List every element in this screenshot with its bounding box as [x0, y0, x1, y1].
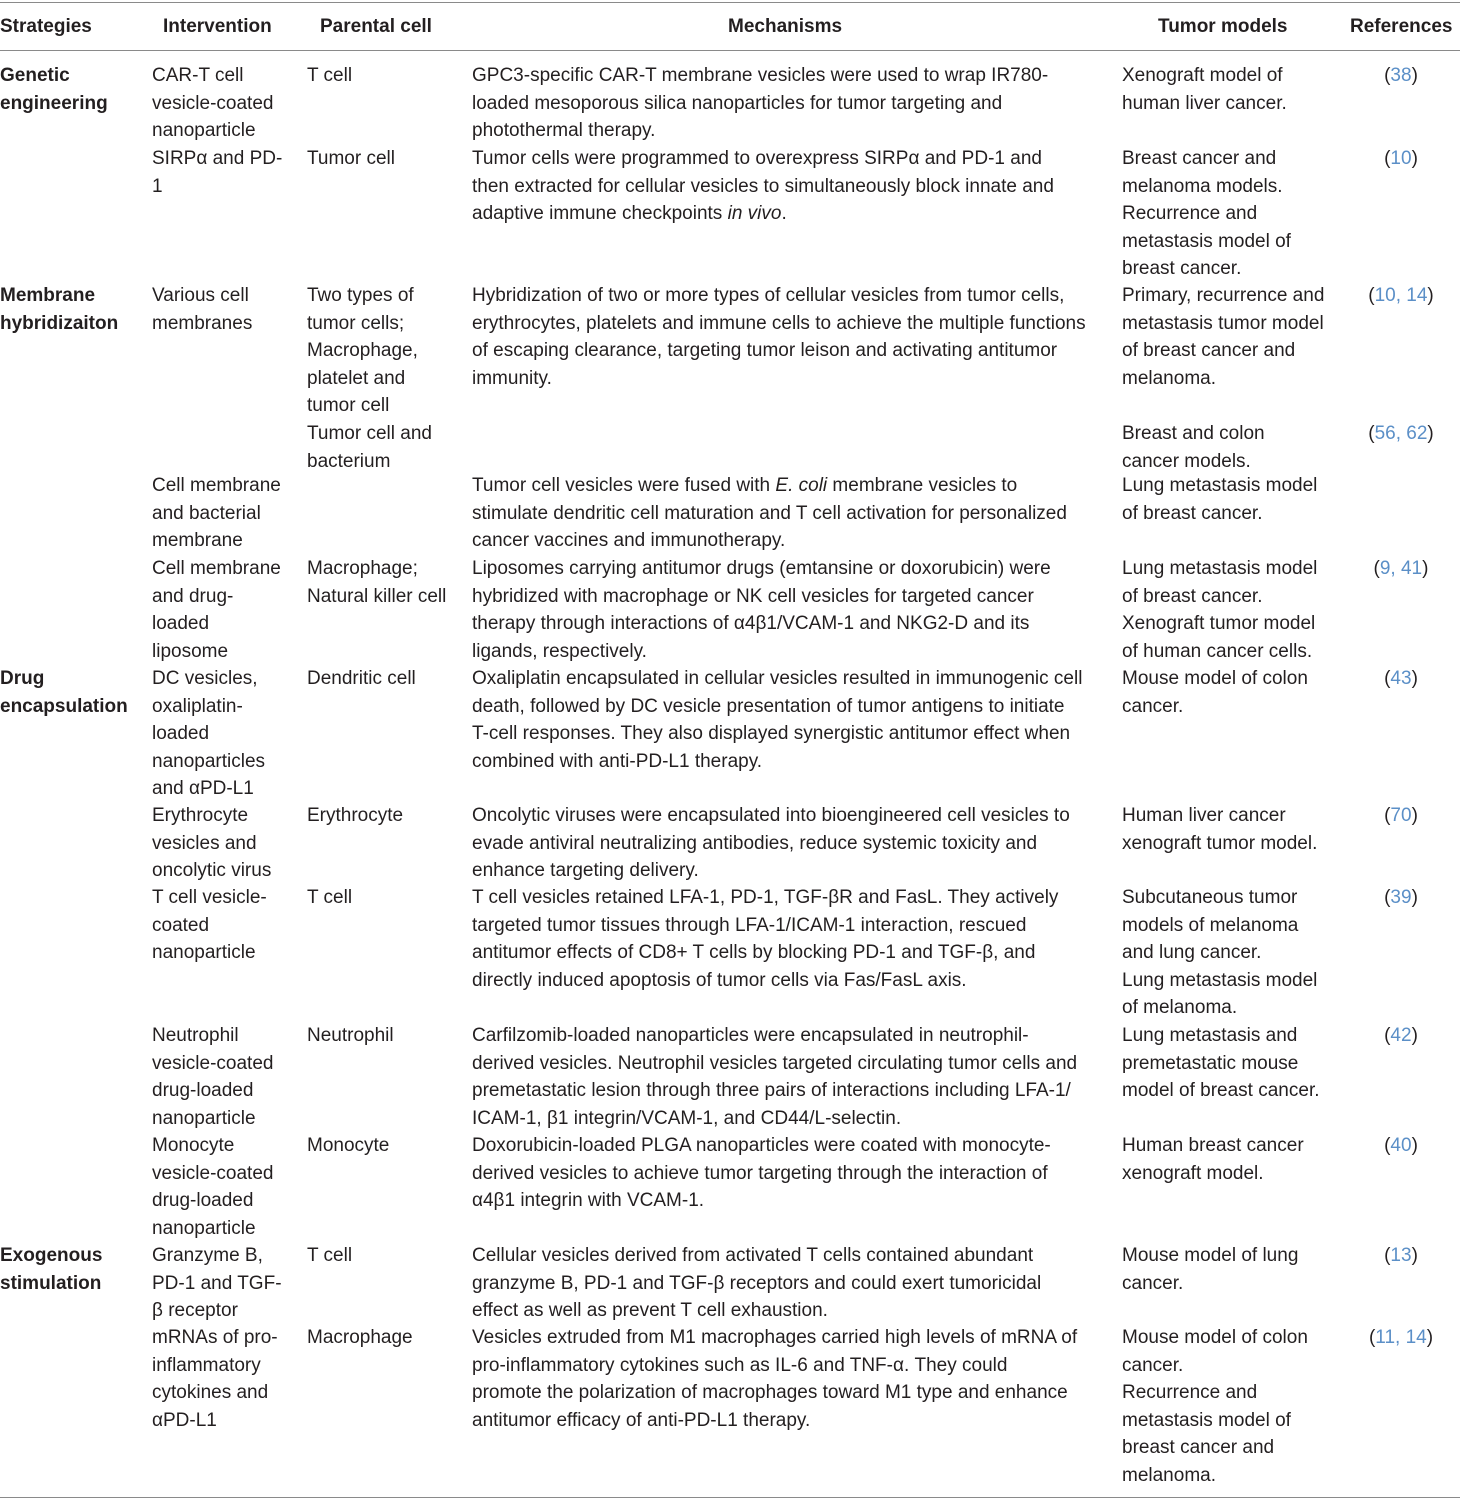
cell-mechanism: T cell vesicles retained LFA-1, PD-1, TGF-βR and FasL. They actively targeted tumor tissues through LFA-1/ICAM-1 interaction, rescued antitumor effects of CD8+ T cells by blocking PD-1 and TGF-β, and directly induced apoptosis of tumor cells via Fas/FasL axis.	[472, 887, 1059, 991]
cell-mechanism: Liposomes carrying antitumor drugs (emtansine or doxorubicin) were hybridized with macrophage or NK cell vesicles for targeted cancer therapy through interactions of α4β1/VCAM-1 and NKG2-D and its ligands, respectively.	[472, 558, 1051, 662]
strategy-drug-encapsulation: Drug encapsulation	[0, 668, 128, 717]
cell-tumor-model: Mouse model of colon cancer.	[1122, 668, 1308, 717]
cell-tumor-model: Primary, recurrence and metastasis tumor model of breast cancer and melanoma.	[1122, 285, 1325, 389]
top-rule	[0, 2, 1460, 3]
cell-intervention: SIRPα and PD- 1	[152, 148, 283, 197]
cell-intervention: CAR-T cell vesicle-coated nanoparticle	[152, 65, 274, 141]
header-references: References	[1350, 16, 1453, 37]
cell-parental-cell: Two types of tumor cells; Macrophage, platelet and tumor cell	[307, 285, 418, 416]
cell-mechanism: Carfilzomib-loaded nanoparticles were encapsulated in neutrophil- derived vesicles. Neutrophil vesicles targeted circulating tumor cells and premetastatic lesion through three pairs of interactions including LFA-1/ ICAM-1, β1 integrin/VCAM-1, and CD44/L-selectin.	[472, 1025, 1078, 1129]
reference-link[interactable]: 56, 62	[1374, 423, 1428, 444]
cell-parental-cell: Tumor cell	[307, 148, 395, 169]
reference-link[interactable]: 42	[1390, 1025, 1412, 1046]
cell-parental-cell: Monocyte	[307, 1135, 390, 1156]
cell-parental-cell: Dendritic cell	[307, 668, 416, 689]
header-intervention: Intervention	[163, 16, 272, 37]
cell-intervention: Cell membrane and drug- loaded liposome	[152, 558, 281, 662]
cell-parental-cell: Neutrophil	[307, 1025, 394, 1046]
reference-link[interactable]: 9, 41	[1379, 558, 1423, 579]
cell-parental-cell: Erythrocyte	[307, 805, 404, 826]
cell-reference: (13)	[1384, 1245, 1418, 1266]
cell-tumor-model: Human liver cancer xenograft tumor model.	[1122, 805, 1318, 854]
cell-reference: (38)	[1384, 65, 1418, 86]
header-tumor-models: Tumor models	[1158, 16, 1288, 37]
mechanism-text: Tumor cell vesicles were fused with E. coli membrane vesicles to stimulate dendritic cell maturation and T cell activation for personalized cancer vaccines and immunotherapy.	[472, 475, 1067, 551]
header-rule	[0, 50, 1460, 51]
cell-tumor-model: Mouse model of colon cancer. Recurrence and metastasis model of breast cancer and melanoma.	[1122, 1327, 1308, 1486]
cell-intervention: DC vesicles, oxaliplatin- loaded nanoparticles and αPD-L1	[152, 668, 266, 799]
cell-mechanism: GPC3-specific CAR-T membrane vesicles were used to wrap IR780- loaded mesoporous silica nanoparticles for tumor targeting and photothermal therapy.	[472, 65, 1049, 141]
cell-intervention: T cell vesicle- coated nanoparticle	[152, 887, 267, 963]
strategy-exogenous-stimulation: Exogenous stimulation	[0, 1245, 103, 1294]
cell-mechanism: Oxaliplatin encapsulated in cellular vesicles resulted in immunogenic cell death, followed by DC vesicle presentation of tumor antigens to initiate T-cell responses. They also displayed synergistic antitumor effect when combined with anti-PD-L1 therapy.	[472, 668, 1083, 772]
cell-mechanism: Hybridization of two or more types of cellular vesicles from tumor cells, erythrocytes, platelets and immune cells to achieve the multiple functions of escaping clearance, targeting tumor leison and activating antitumor immunity.	[472, 285, 1086, 389]
strategy-membrane-hybridization: Membrane hybridizaiton	[0, 285, 119, 334]
cell-tumor-model: Mouse model of lung cancer.	[1122, 1245, 1299, 1294]
cell-mechanism: Cellular vesicles derived from activated T cells contained abundant granzyme B, PD-1 and TGF-β receptors and could exert tumoricidal effect as well as prevent T cell exhaustion.	[472, 1245, 1042, 1321]
cell-reference: (9, 41)	[1373, 558, 1429, 579]
mechanism-text: Tumor cells were programmed to overexpress SIRPα and PD-1 and then extracted for cellular vesicles to simultaneously block innate and adaptive immune checkpoints in vivo.	[472, 148, 1054, 224]
cell-tumor-model: Lung metastasis model of breast cancer. Xenograft tumor model of human cancer cells.	[1122, 558, 1318, 662]
cell-parental-cell: T cell	[307, 1245, 353, 1266]
cell-tumor-model: Breast and colon cancer models.	[1122, 423, 1265, 472]
cell-reference: (56, 62)	[1368, 423, 1434, 444]
reference-link[interactable]: 39	[1390, 887, 1412, 908]
cell-parental-cell: Macrophage	[307, 1327, 413, 1348]
cell-reference: (42)	[1384, 1025, 1418, 1046]
reference-link[interactable]: 11, 14	[1375, 1327, 1427, 1348]
cell-intervention: mRNAs of pro- inflammatory cytokines and αPD-L1	[152, 1327, 278, 1431]
header-mechanisms: Mechanisms	[728, 16, 843, 37]
cell-tumor-model: Subcutaneous tumor models of melanoma and lung cancer. Lung metastasis model of melanoma.	[1122, 887, 1318, 1018]
cell-reference: (43)	[1384, 668, 1418, 689]
reference-link[interactable]: 70	[1390, 805, 1412, 826]
cell-reference: (10, 14)	[1368, 285, 1434, 306]
cell-reference: (39)	[1384, 887, 1418, 908]
cell-tumor-model: Lung metastasis model of breast cancer.	[1122, 475, 1318, 524]
reference-link[interactable]: 10, 14	[1374, 285, 1428, 306]
cell-mechanism	[472, 145, 1112, 228]
reference-link[interactable]: 10	[1390, 148, 1412, 169]
header-parental-cell: Parental cell	[320, 16, 432, 37]
cell-intervention: Various cell membranes	[152, 285, 253, 334]
reference-link[interactable]: 38	[1390, 65, 1412, 86]
cell-tumor-model: Breast cancer and melanoma models. Recurrence and metastasis model of breast cancer.	[1122, 148, 1291, 279]
reference-link[interactable]: 43	[1390, 668, 1412, 689]
cell-parental-cell: Tumor cell and bacterium	[307, 423, 432, 472]
bottom-rule	[0, 1497, 1460, 1498]
strategy-genetic-engineering: Genetic engineering	[0, 65, 108, 114]
cell-intervention: Erythrocyte vesicles and oncolytic virus	[152, 805, 272, 881]
reference-link[interactable]: 40	[1390, 1135, 1412, 1156]
cell-intervention: Monocyte vesicle-coated drug-loaded nanoparticle	[152, 1135, 274, 1239]
cell-intervention: Granzyme B, PD-1 and TGF- β receptor	[152, 1245, 282, 1321]
cell-mechanism: Oncolytic viruses were encapsulated into bioengineered cell vesicles to evade antiviral neutralizing antibodies, reduce systemic toxicity and enhance targeting delivery.	[472, 805, 1070, 881]
cell-tumor-model: Lung metastasis and premetastatic mouse model of breast cancer.	[1122, 1025, 1320, 1101]
cell-mechanism: Vesicles extruded from M1 macrophages carried high levels of mRNA of pro-inflammatory cytokines such as IL-6 and TNF-α. They could promote the polarization of macrophages toward M1 type and enhance antitumor efficacy of anti-PD-L1 therapy.	[472, 1327, 1078, 1431]
cell-mechanism	[472, 472, 1112, 555]
cell-mechanism: Doxorubicin-loaded PLGA nanoparticles were coated with monocyte- derived vesicles to achieve tumor targeting through the interaction of α4β1 integrin with VCAM-1.	[472, 1135, 1051, 1211]
cell-parental-cell: T cell	[307, 887, 353, 908]
cell-reference: (10)	[1384, 148, 1418, 169]
cell-intervention: Cell membrane and bacterial membrane	[152, 475, 281, 551]
cell-tumor-model: Xenograft model of human liver cancer.	[1122, 65, 1287, 114]
cell-reference: (11, 14)	[1368, 1327, 1434, 1348]
cell-reference: (70)	[1384, 805, 1418, 826]
cell-parental-cell: Macrophage; Natural killer cell	[307, 558, 447, 607]
cell-reference: (40)	[1384, 1135, 1418, 1156]
cell-parental-cell: T cell	[307, 65, 353, 86]
header-strategies: Strategies	[0, 16, 92, 37]
reference-link[interactable]: 13	[1390, 1245, 1412, 1266]
cell-tumor-model: Human breast cancer xenograft model.	[1122, 1135, 1304, 1184]
cell-intervention: Neutrophil vesicle-coated drug-loaded nanoparticle	[152, 1025, 274, 1129]
